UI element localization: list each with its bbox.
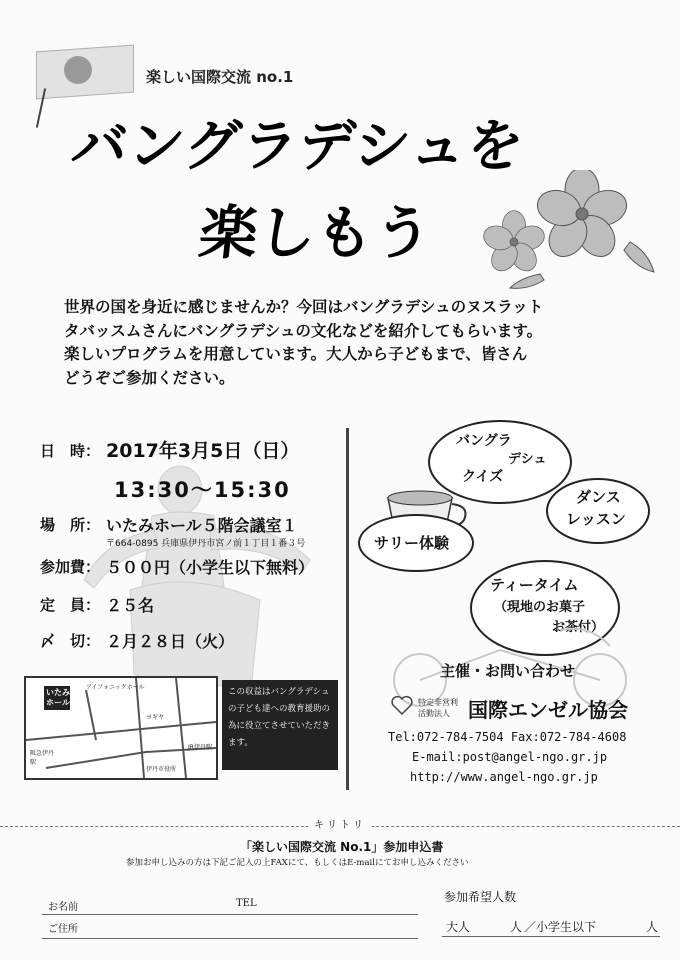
child-unit: 人 [646,920,659,934]
tea-text-1: ティータイム [490,576,579,594]
capacity: ２５名 [106,596,155,615]
form-title: 「楽しい国際交流 No.1」参加申込書 [240,840,444,854]
title-line1: バングラデシュを [68,114,528,179]
deadline-label: 〆 切： [40,632,101,650]
address-line[interactable] [42,938,418,939]
tel-label: TEL [236,898,257,909]
org-url: http://www.angel-ngo.gr.jp [410,770,598,784]
intro-line: 世界の国を身近に感じませんか？今回はバングラデシュのヌスラット [64,298,544,316]
quiz-text-1: バングラ [456,433,512,449]
intro-line: どうぞご参加ください。 [64,368,235,387]
fee: ５００円（小学生以下無料） [106,558,315,577]
tea-text-2: （現地のお菓子 [494,600,586,615]
map-station1: 阪急伊丹駅 [30,750,55,766]
flag-circle [64,56,92,84]
count-line[interactable] [442,936,660,937]
map-street-label: ヨギヤ [146,714,165,721]
map-road-label: アイフォニックホール [86,684,145,691]
child-label: ／小学生以下 [524,920,597,934]
cut-label: キリトリ [308,816,372,831]
fee-label: 参加費： [40,558,101,576]
adult-unit: 人 [510,920,523,934]
map-city-label: 伊丹市役所 [146,766,177,773]
count-heading: 参加希望人数 [444,890,517,904]
capacity-label: 定 員： [40,596,101,614]
org-email: E-mail:post@angel-ngo.gr.jp [412,750,608,764]
org-name: 国際エンゼル協会 [468,698,628,722]
datetime-label: 日 時： [40,442,101,460]
venue: いたみホール５階会議室１ [106,516,298,535]
intro-line: 楽しいプログラムを用意しています。大人から子どもまで、皆さん [64,345,528,363]
dance-text-1: ダンス [576,488,621,506]
org-type-line1: 特定非営利 [418,698,458,707]
title-line2: 楽しもう [195,199,436,267]
name-line[interactable] [42,914,418,915]
event-date: 2017年3月5日（日） [106,440,300,462]
event-time: 13:30〜15:30 [114,478,291,502]
intro-text [64,296,624,390]
divider [346,428,349,790]
venue-label: 場 所： [40,516,101,534]
access-map [24,676,218,780]
organizer-heading: 主催・お問い合わせ [440,662,576,680]
tea-text-3: お茶付） [552,620,605,635]
map-hall-label: いたみホール [46,688,70,707]
venue-address: 〒664-0895 兵庫県伊丹市宮ノ前１丁目１番３号 [106,539,306,549]
subtitle: 楽しい国際交流 no.1 [146,68,294,86]
org-type [418,697,458,719]
name-label: お名前 [48,902,78,913]
donation-note: この収益はバングラデシュの子ども達への教育援助の為に役立てさせていただきます。 [222,680,338,770]
org-type-line2: 活動法人 [418,709,450,718]
map-station2: JR伊丹駅 [188,744,212,751]
hibiscus-icon [470,170,660,290]
deadline: ２月２８日（火） [106,632,235,651]
quiz-text-2: デシュ [508,452,547,467]
quiz-text-3: クイズ [462,469,504,485]
intro-line: タバッスムさんにバングラデシュの文化などを紹介してもらいます。 [64,321,543,340]
address-label: ご住所 [48,924,78,935]
angel-logo-icon [390,694,414,716]
form-instructions: 参加お申し込みの方は下記ご記入の上FAXにて、もしくはE-mailにてお申し込みください [126,858,469,868]
sari-text: サリー体験 [374,534,450,552]
org-tel: Tel:072-784-7504 Fax:072-784-4608 [388,730,627,744]
adult-label: 大人 [446,920,471,934]
dance-text-2: レッスン [566,510,626,528]
